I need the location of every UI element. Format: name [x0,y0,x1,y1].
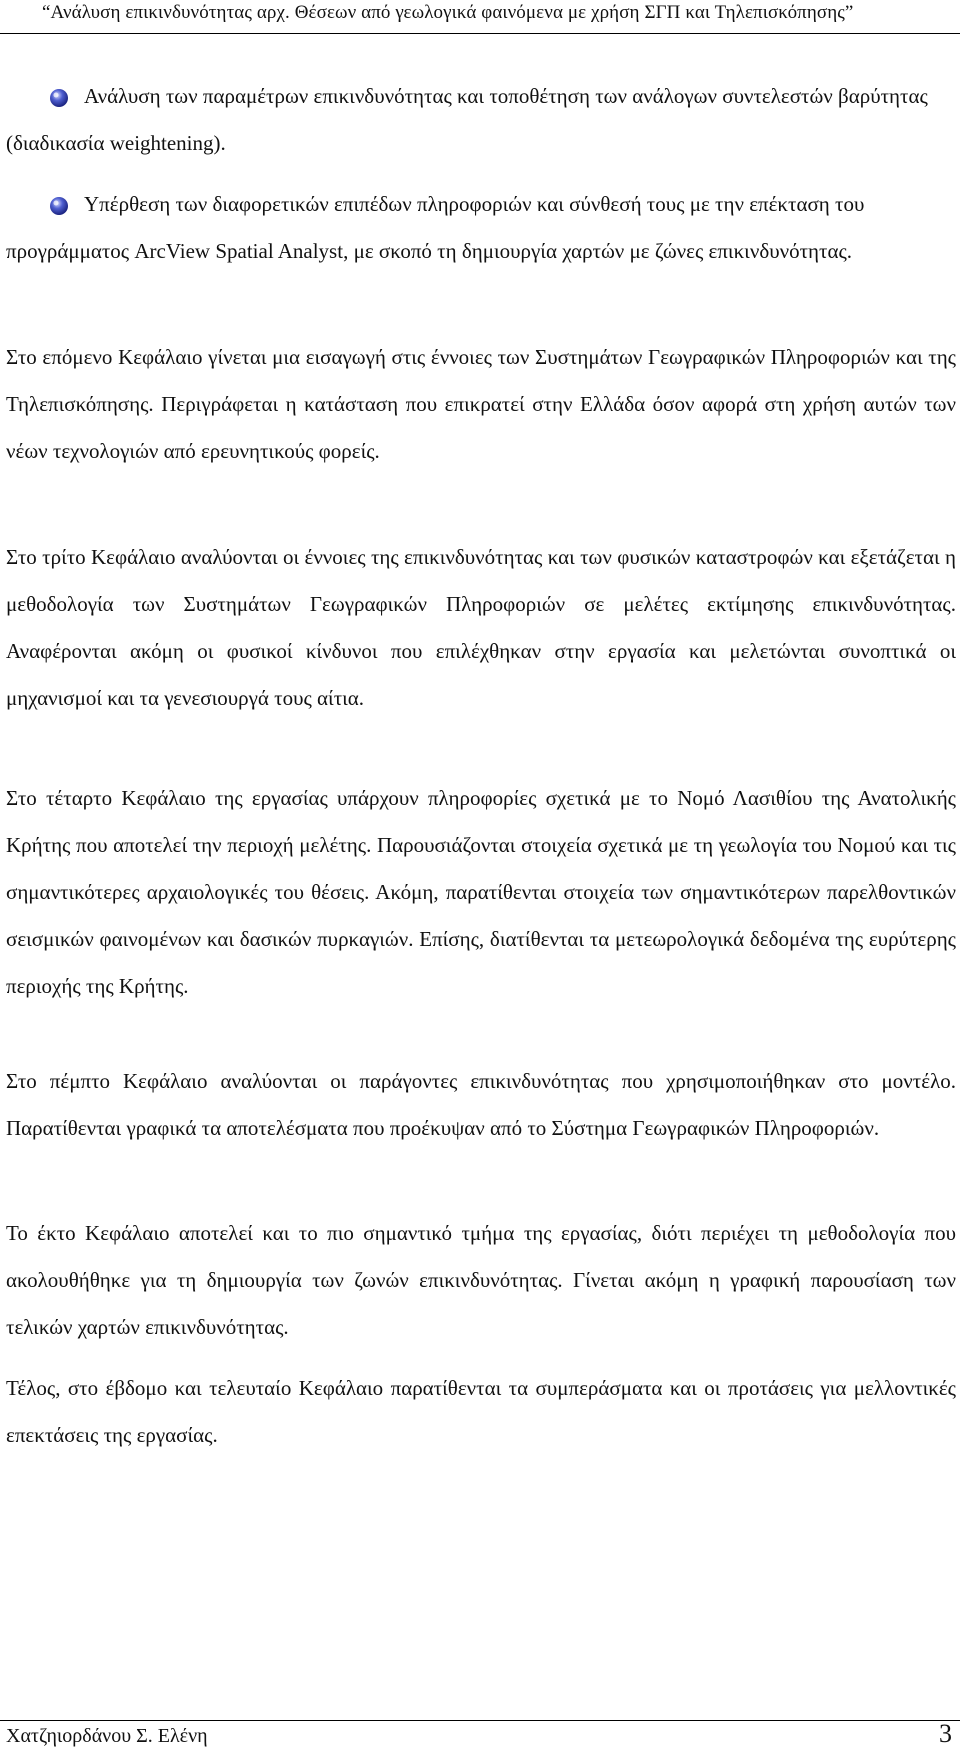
paragraph-chapter-7 [6,1365,956,1459]
bullet-list-item [6,73,956,167]
bullet-item-weighting [6,73,956,167]
paragraph-chapter-2 [6,334,956,475]
blue-sphere-bullet-icon [48,87,70,109]
paragraph-chapter-4 [6,775,956,1010]
page-number: 3 [939,1719,952,1748]
paragraph-text: Στο επόμενο Κεφάλαιο γίνεται μια εισαγωγή στις έννοιες των Συστημάτων Γεωγραφικών Πληροφοριών και της Τηλεπισκόπησης. Περιγράφεται η κατάσταση που επικρατεί στην Ελλάδα όσον αφορά στη χρήση αυτών των νέων τεχνολογιών από ερευνητικούς φορείς. [6,345,956,463]
footer-author: Χατζηιορδάνου Σ. Ελένη [6,1725,208,1747]
page-footer [0,1720,960,1757]
bullet-text: Ανάλυση των παραμέτρων επικινδυνότητας και τοποθέτηση των ανάλογων συντελεστών βαρύτητας (διαδικασία weightening). [6,84,928,155]
paragraph-text: Τέλος, στο έβδομο και τελευταίο Κεφάλαιο παρατίθενται τα συμπεράσματα και οι προτάσεις για μελλοντικές επεκτάσεις της εργασίας. [6,1376,956,1447]
running-title: “Ανάλυση επικινδυνότητας αρχ. Θέσεων από γεωλογικά φαινόμενα με χρήση ΣΓΠ και Τηλεπισκόπησης” [42,2,854,23]
paragraph-chapter-6 [6,1210,956,1351]
paragraph-text: Στο τέταρτο Κεφάλαιο της εργασίας υπάρχουν πληροφορίες σχετικά με το Νομό Λασιθίου της Ανατολικής Κρήτης που αποτελεί την περιοχή μελέτης. Παρουσιάζονται στοιχεία σχετικά με τη γεωλογία του Νομού και τις σημαντικότερες αρχαιολογικές του θέσεις. Ακόμη, παρατίθενται στοιχεία των σημαντικότερων παρελθοντικών σεισμικών φαινομένων και δασικών πυρκαγιών. Επίσης, διατίθενται τα μετεωρολογικά δεδομένα της ευρύτερης περιοχής της Κρήτης. [6,786,956,998]
paragraph-chapter-3 [6,534,956,722]
paragraph-chapter-5 [6,1058,956,1152]
bullet-list-item [6,181,956,275]
bullet-text: Υπέρθεση των διαφορετικών επιπέδων πληροφοριών και σύνθεσή τους με την επέκταση του προγράμματος ArcView Spatial Analyst, με σκοπό τη δημιουργία χαρτών με ζώνες επικινδυνότητας. [6,192,865,263]
paragraph-text: Στο τρίτο Κεφάλαιο αναλύονται οι έννοιες της επικινδυνότητας και των φυσικών καταστροφών και εξετάζεται η μεθοδολογία των Συστημάτων Γεωγραφικών Πληροφοριών σε μελέτες εκτίμησης επικινδυνότητας. Αναφέρονται ακόμη οι φυσικοί κίνδυνοι που επιλέχθηκαν στην εργασία και μελετώνται συνοπτικά οι μηχανισμοί και τα γενεσιουργά τους αίτια. [6,545,956,710]
blue-sphere-bullet-icon [48,195,70,217]
paragraph-text: Στο πέμπτο Κεφάλαιο αναλύονται οι παράγοντες επικινδυνότητας που χρησιμοποιήθηκαν στο μοντέλο. Παρατίθενται γραφικά τα αποτελέσματα που προέκυψαν από το Σύστημα Γεωγραφικών Πληροφοριών. [6,1069,956,1140]
paragraph-text: Το έκτο Κεφάλαιο αποτελεί και το πιο σημαντικό τμήμα της εργασίας, διότι περιέχει τη μεθοδολογία που ακολουθήθηκε για τη δημιουργία των ζωνών επικινδυνότητας. Γίνεται ακόμη η γραφική παρουσίαση των τελικών χαρτών επικινδυνότητας. [6,1221,956,1339]
bullet-item-overlay [6,181,956,275]
page-header [0,0,960,34]
